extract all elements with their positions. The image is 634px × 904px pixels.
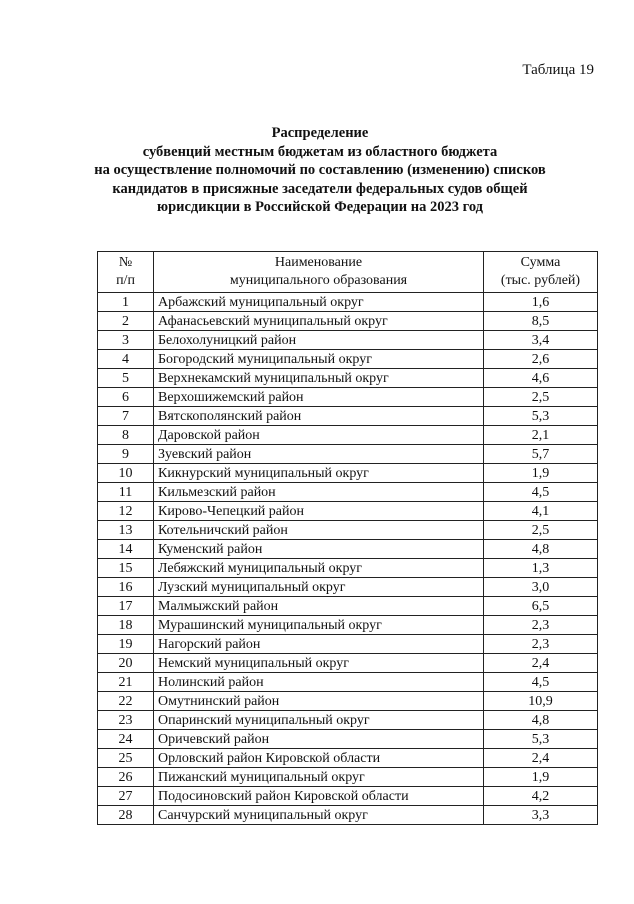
row-number: 4 <box>98 350 154 369</box>
subvention-amount: 10,9 <box>484 692 598 711</box>
subvention-amount: 4,1 <box>484 502 598 521</box>
table-row <box>98 464 598 483</box>
subvention-amount: 2,1 <box>484 426 598 445</box>
heading-line: на осуществление полномочий по составлению (изменению) списков <box>94 162 546 178</box>
subvention-amount: 2,3 <box>484 616 598 635</box>
subvention-amount: 5,3 <box>484 407 598 426</box>
row-number: 9 <box>98 445 154 464</box>
table-row <box>98 635 598 654</box>
table-row <box>98 673 598 692</box>
table-row <box>98 806 598 825</box>
municipality-name: Оричевский район <box>154 730 484 749</box>
row-number: 20 <box>98 654 154 673</box>
municipality-name: Подосиновский район Кировской области <box>154 787 484 806</box>
subvention-amount: 4,5 <box>484 673 598 692</box>
municipality-name: Арбажский муниципальный округ <box>154 293 484 312</box>
municipality-name: Верхнекамский муниципальный округ <box>154 369 484 388</box>
subvention-amount: 4,5 <box>484 483 598 502</box>
subvention-amount: 2,4 <box>484 749 598 768</box>
table-row <box>98 350 598 369</box>
header-sum-line1: Сумма <box>520 255 561 270</box>
subvention-amount: 1,3 <box>484 559 598 578</box>
row-number: 18 <box>98 616 154 635</box>
table-row <box>98 787 598 806</box>
table-row <box>98 388 598 407</box>
table-header-row <box>98 252 598 293</box>
table-body <box>98 293 598 825</box>
municipality-name: Малмыжский район <box>154 597 484 616</box>
row-number: 23 <box>98 711 154 730</box>
municipality-name: Кильмезский район <box>154 483 484 502</box>
municipality-name: Зуевский район <box>154 445 484 464</box>
row-number: 1 <box>98 293 154 312</box>
row-number: 5 <box>98 369 154 388</box>
subvention-amount: 3,0 <box>484 578 598 597</box>
subvention-amount: 1,9 <box>484 768 598 787</box>
header-sum <box>484 252 598 293</box>
subvention-amount: 4,6 <box>484 369 598 388</box>
municipality-name: Куменский район <box>154 540 484 559</box>
row-number: 8 <box>98 426 154 445</box>
municipality-name: Пижанский муниципальный округ <box>154 768 484 787</box>
municipality-name: Лебяжский муниципальный округ <box>154 559 484 578</box>
municipality-name: Белохолуницкий район <box>154 331 484 350</box>
subvention-amount: 1,9 <box>484 464 598 483</box>
heading-line: кандидатов в присяжные заседатели федеральных судов общей <box>112 180 528 197</box>
subvention-amount: 3,4 <box>484 331 598 350</box>
table-row <box>98 407 598 426</box>
heading-line: субвенций местным бюджетам из областного бюджета <box>142 143 498 160</box>
subvention-amount: 2,3 <box>484 635 598 654</box>
subvention-amount: 2,4 <box>484 654 598 673</box>
row-number: 10 <box>98 464 154 483</box>
document-heading <box>60 124 580 217</box>
table-row <box>98 559 598 578</box>
header-name-line2: муниципального образования <box>229 273 408 288</box>
municipality-name: Котельничский район <box>154 521 484 540</box>
table-row <box>98 654 598 673</box>
municipality-name: Немский муниципальный округ <box>154 654 484 673</box>
municipality-name: Нагорский район <box>154 635 484 654</box>
row-number: 24 <box>98 730 154 749</box>
row-number: 28 <box>98 806 154 825</box>
subvention-amount: 4,8 <box>484 540 598 559</box>
municipality-name: Кикнурский муниципальный округ <box>154 464 484 483</box>
table-row <box>98 730 598 749</box>
row-number: 17 <box>98 597 154 616</box>
row-number: 11 <box>98 483 154 502</box>
subvention-amount: 6,5 <box>484 597 598 616</box>
row-number: 13 <box>98 521 154 540</box>
subvention-amount: 2,5 <box>484 388 598 407</box>
table-row <box>98 369 598 388</box>
row-number: 3 <box>98 331 154 350</box>
row-number: 26 <box>98 768 154 787</box>
row-number: 2 <box>98 312 154 331</box>
municipality-name: Даровской район <box>154 426 484 445</box>
table-row <box>98 293 598 312</box>
heading-line: Распределение <box>271 125 369 141</box>
subvention-amount: 2,5 <box>484 521 598 540</box>
municipality-name: Вятскополянский район <box>154 407 484 426</box>
subvention-amount: 8,5 <box>484 312 598 331</box>
table-row <box>98 692 598 711</box>
municipality-name: Афанасьевский муниципальный округ <box>154 312 484 331</box>
municipality-name: Орловский район Кировской области <box>154 749 484 768</box>
table-row <box>98 502 598 521</box>
table-row <box>98 445 598 464</box>
row-number: 6 <box>98 388 154 407</box>
table-row <box>98 749 598 768</box>
municipality-name: Богородский муниципальный округ <box>154 350 484 369</box>
municipality-name: Кирово-Чепецкий район <box>154 502 484 521</box>
header-name-line1: Наименование <box>274 255 363 270</box>
header-number-line1: № <box>118 255 133 270</box>
row-number: 16 <box>98 578 154 597</box>
subvention-amount: 4,2 <box>484 787 598 806</box>
table-row <box>98 768 598 787</box>
row-number: 15 <box>98 559 154 578</box>
municipality-name: Омутнинский район <box>154 692 484 711</box>
table-row <box>98 616 598 635</box>
row-number: 22 <box>98 692 154 711</box>
row-number: 7 <box>98 407 154 426</box>
table-number-label: Таблица 19 <box>522 62 594 78</box>
municipality-name: Санчурский муниципальный округ <box>154 806 484 825</box>
subvention-amount: 5,7 <box>484 445 598 464</box>
subvention-amount: 2,6 <box>484 350 598 369</box>
table-row <box>98 540 598 559</box>
row-number: 14 <box>98 540 154 559</box>
municipality-name: Опаринский муниципальный округ <box>154 711 484 730</box>
table-row <box>98 597 598 616</box>
row-number: 19 <box>98 635 154 654</box>
header-sum-line2: (тыс. рублей) <box>500 273 581 288</box>
municipality-name: Верхошижемский район <box>154 388 484 407</box>
table-row <box>98 331 598 350</box>
table-row <box>98 426 598 445</box>
header-number <box>98 252 154 293</box>
heading-line: юрисдикции в Российской Федерации на 2023 год <box>157 199 483 215</box>
row-number: 25 <box>98 749 154 768</box>
row-number: 21 <box>98 673 154 692</box>
table-row <box>98 483 598 502</box>
municipality-name: Мурашинский муниципальный округ <box>154 616 484 635</box>
municipality-name: Лузский муниципальный округ <box>154 578 484 597</box>
row-number: 27 <box>98 787 154 806</box>
table-row <box>98 578 598 597</box>
header-number-line2: п/п <box>116 273 135 288</box>
municipality-name: Нолинский район <box>154 673 484 692</box>
distribution-table <box>97 251 598 825</box>
header-name <box>154 252 484 293</box>
subvention-amount: 5,3 <box>484 730 598 749</box>
subvention-amount: 3,3 <box>484 806 598 825</box>
subvention-amount: 4,8 <box>484 711 598 730</box>
subvention-amount: 1,6 <box>484 293 598 312</box>
row-number: 12 <box>98 502 154 521</box>
table-row <box>98 521 598 540</box>
table-row <box>98 711 598 730</box>
table-row <box>98 312 598 331</box>
